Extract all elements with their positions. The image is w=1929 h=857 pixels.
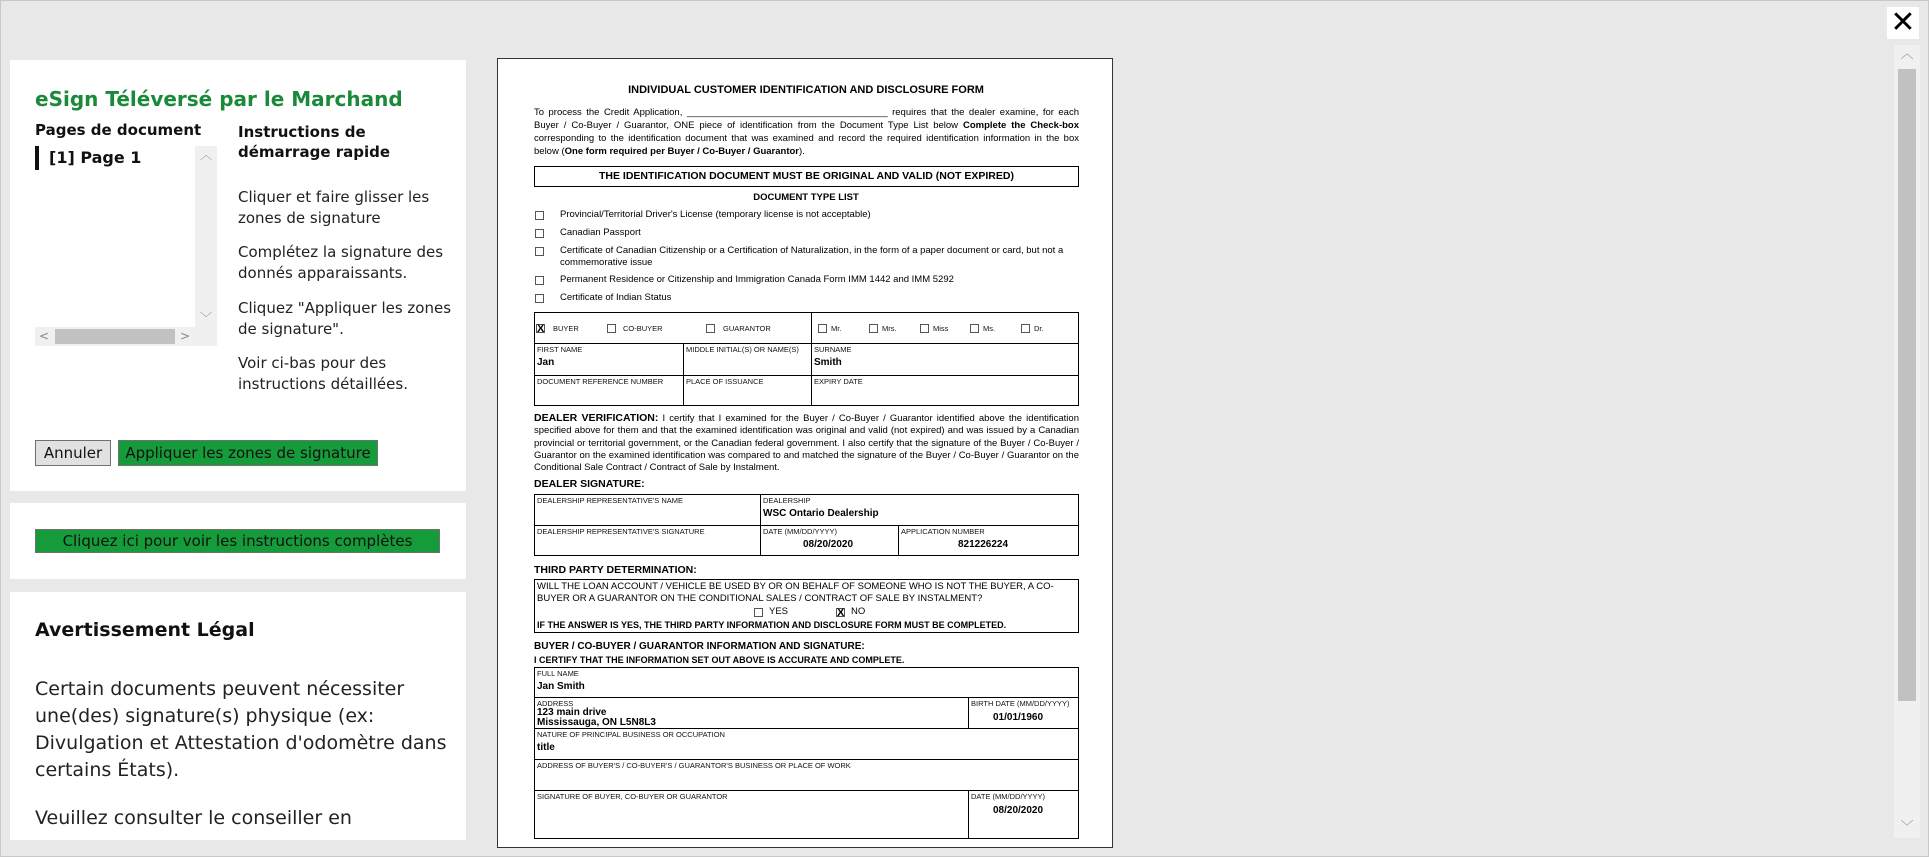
scroll-down-icon[interactable]: ﹀ <box>1900 820 1914 835</box>
third-party-yes-checkbox[interactable] <box>754 608 763 617</box>
scroll-down-icon[interactable]: ﹀ <box>199 311 212 325</box>
quick-start-step: Cliquer et faire glisser les zones de signature <box>238 188 430 227</box>
intro-text: ). <box>799 146 805 157</box>
legal-paragraph: Certain documents peuvent nécessiter une(des) signature(s) physique (ex: Divulgation et Attestation d'odomètre dans certains États). <box>35 678 447 781</box>
full-instructions-button[interactable]: Cliquez ici pour voir les instructions complètes <box>35 529 440 553</box>
dealer-verification-text: I certify that I examined for the Buyer / Co-Buyer / Guarantor identified above the identification specified above for them and that the examined identification was original and valid (not expired) and was issued by a Canadian provincial or territorial government, or the Canadian federal government. I also certify that the signature of the Buyer / Co-Buyer / Guarantor on the examined identification was compared to and matched the signature of the Buyer / Co-Buyer / Guarantor on the Conditional Sale Contract / Contract of Sale by Instalment. <box>534 413 1079 474</box>
third-party-question: WILL THE LOAN ACCOUNT / VEHICLE BE USED BY OR ON BEHALF OF SOMEONE WHO IS NOT THE BUYER, A CO-BUYER OR A GUARANTOR ON THE CONDITIONAL SALES / CONTRACT OF SALE BY INSTALMENT? <box>537 581 1054 604</box>
legal-title: Avertissement Légal <box>35 619 255 641</box>
scroll-up-icon[interactable]: ︿ <box>1900 47 1914 62</box>
doc-ref-label: DOCUMENT REFERENCE NUMBER <box>537 377 664 386</box>
app-title: eSign Téléversé par le Marchand <box>35 87 403 111</box>
title-checkbox[interactable] <box>869 324 878 333</box>
app-number-label: APPLICATION NUMBER <box>901 527 985 536</box>
document-title: INDIVIDUAL CUSTOMER IDENTIFICATION AND DISCLOSURE FORM <box>628 84 984 96</box>
doc-type-checkbox[interactable] <box>535 211 544 220</box>
address-line-2[interactable]: Mississauga, ON L5N8L3 <box>537 717 656 728</box>
third-party-heading: THIRD PARTY DETERMINATION: <box>534 564 697 576</box>
third-party-no-checkbox[interactable]: X <box>837 607 845 619</box>
doc-type-checkbox[interactable] <box>535 247 544 256</box>
expiry-label: EXPIRY DATE <box>814 377 863 386</box>
doc-type-heading: DOCUMENT TYPE LIST <box>753 192 859 203</box>
dealer-date-value[interactable]: 08/20/2020 <box>803 539 854 550</box>
role-label: BUYER <box>553 324 579 333</box>
pages-list <box>35 146 217 346</box>
intro-text: corresponding to the identification document that was examined and record the required identification information in the box below ( <box>534 133 1079 157</box>
first-name-value[interactable]: Jan <box>537 357 555 368</box>
occupation-value[interactable]: title <box>537 742 555 753</box>
scroll-left-icon[interactable]: < <box>38 329 50 343</box>
yes-label: YES <box>769 606 789 617</box>
legal-paragraph: Veuillez consulter le conseiller en <box>35 807 352 829</box>
document-intro <box>534 106 1079 158</box>
doc-type-label: Provincial/Territorial Driver's License (temporary license is not acceptable) <box>560 209 871 220</box>
dealer-verification <box>534 412 1079 474</box>
doc-type-label: Canadian Passport <box>560 227 641 238</box>
buyer-checkbox[interactable]: X <box>537 323 545 335</box>
co-buyer-checkbox[interactable] <box>607 324 616 333</box>
page-list-item[interactable]: [1] Page 1 <box>35 146 141 170</box>
address-label: ADDRESS <box>537 699 574 708</box>
pages-horizontal-scrollbar[interactable] <box>35 327 217 346</box>
title-label: Dr. <box>1034 324 1044 333</box>
quick-start-panel <box>10 60 466 491</box>
title-label: Miss <box>933 324 949 333</box>
title-label: Mr. <box>831 324 842 333</box>
doc-type-label: Certificate of Canadian Citizenship or a Certification of Naturalization, in the form of a paper document or card, but not a commemorative issue <box>560 245 1064 268</box>
scroll-right-icon[interactable]: > <box>179 329 191 343</box>
app-number-value[interactable]: 821226224 <box>958 539 1009 550</box>
rep-signature-label: DEALERSHIP REPRESENTATIVE'S SIGNATURE <box>537 527 705 536</box>
cancel-button[interactable]: Annuler <box>35 440 111 466</box>
apply-signature-zones-button[interactable]: Appliquer les zones de signature <box>118 440 378 466</box>
title-label: Ms. <box>983 324 996 333</box>
doc-type-checkbox[interactable] <box>535 276 544 285</box>
original-notice: THE IDENTIFICATION DOCUMENT MUST BE ORIGINAL AND VALID (NOT EXPIRED) <box>534 166 1079 187</box>
instructions-panel <box>10 503 466 579</box>
doc-type-label: Certificate of Indian Status <box>560 292 672 303</box>
dealer-signature-heading: DEALER SIGNATURE: <box>534 478 645 490</box>
full-name-label: FULL NAME <box>537 669 579 678</box>
signature-date-label: DATE (MM/DD/YYYY) <box>971 792 1046 801</box>
title-checkbox[interactable] <box>970 324 979 333</box>
role-label: CO-BUYER <box>623 324 663 333</box>
occupation-label: NATURE OF PRINCIPAL BUSINESS OR OCCUPATION <box>537 730 725 739</box>
intro-bold-text: One form required per Buyer / Co-Buyer / Guarantor <box>564 146 800 157</box>
quick-start-step: Voir ci-bas pour des instructions détaillées. <box>238 354 408 393</box>
intro-bold-text: Complete the Check-box <box>962 120 1079 131</box>
place-label: PLACE OF ISSUANCE <box>686 377 764 386</box>
full-name-value[interactable]: Jan Smith <box>537 681 585 692</box>
intro-text: To process the Credit Application, ______________________________________ requires that the dealer examine, for each Buyer / Co-Buyer / Guarantor, ONE piece of identification from the Document Type List below <box>534 107 1079 131</box>
doc-type-checkbox[interactable] <box>535 229 544 238</box>
birth-date-value[interactable]: 01/01/1960 <box>993 712 1044 723</box>
rep-name-label: DEALERSHIP REPRESENTATIVE'S NAME <box>537 496 684 505</box>
middle-name-label: MIDDLE INITIAL(S) OR NAME(S) <box>686 345 799 354</box>
third-party-note: IF THE ANSWER IS YES, THE THIRD PARTY INFORMATION AND DISCLOSURE FORM MUST BE COMPLETED. <box>537 620 1007 630</box>
legal-notice-panel <box>10 592 466 840</box>
scroll-up-icon[interactable]: ︿ <box>199 148 212 162</box>
no-label: NO <box>851 606 866 617</box>
dealer-date-label: DATE (MM/DD/YYYY) <box>763 527 838 536</box>
first-name-label: FIRST NAME <box>537 345 583 354</box>
dealership-label: DEALERSHIP <box>763 496 811 505</box>
document-preview[interactable] <box>497 58 1113 848</box>
title-checkbox[interactable] <box>1021 324 1030 333</box>
main-vertical-scrollbar[interactable] <box>1894 45 1920 838</box>
birth-date-label: BIRTH DATE (MM/DD/YYYY) <box>971 699 1070 708</box>
surname-label: SURNAME <box>814 345 852 354</box>
main-scroll-thumb[interactable] <box>1898 69 1916 701</box>
dealership-value[interactable]: WSC Ontario Dealership <box>763 508 879 519</box>
dealer-verification-heading: DEALER VERIFICATION: <box>534 412 659 424</box>
doc-type-label: Permanent Residence or Citizenship and Immigration Canada Form IMM 1442 and IMM 5292 <box>560 274 954 285</box>
pages-heading: Pages de document <box>35 121 202 139</box>
signature-date-value[interactable]: 08/20/2020 <box>993 805 1044 816</box>
horizontal-scroll-thumb[interactable] <box>55 329 175 344</box>
quick-start-step: Cliquez "Appliquer les zones de signature". <box>238 299 452 338</box>
surname-value[interactable]: Smith <box>814 357 842 368</box>
quick-start-heading: Instructions de démarrage rapide <box>238 123 391 161</box>
buyer-signature-label: SIGNATURE OF BUYER, CO-BUYER OR GUARANTOR <box>537 792 728 801</box>
address-line-1[interactable]: 123 main drive <box>537 707 607 718</box>
work-address-label: ADDRESS OF BUYER'S / CO-BUYER'S / GUARANTOR'S BUSINESS OR PLACE OF WORK <box>537 761 851 770</box>
title-checkbox[interactable] <box>920 324 929 333</box>
buyer-certify: I CERTIFY THAT THE INFORMATION SET OUT ABOVE IS ACCURATE AND COMPLETE. <box>534 655 905 665</box>
buyer-info-heading: BUYER / CO-BUYER / GUARANTOR INFORMATION AND SIGNATURE: <box>534 641 865 652</box>
role-label: GUARANTOR <box>723 324 771 333</box>
pages-vertical-scrollbar[interactable] <box>195 146 217 327</box>
doc-type-checkbox[interactable] <box>535 294 544 303</box>
title-label: Mrs. <box>882 324 897 333</box>
title-checkbox[interactable] <box>818 324 827 333</box>
quick-start-step: Complétez la signature des donnés apparaissants. <box>238 243 444 282</box>
guarantor-checkbox[interactable] <box>706 324 715 333</box>
close-icon[interactable]: ✕ <box>1887 7 1919 39</box>
